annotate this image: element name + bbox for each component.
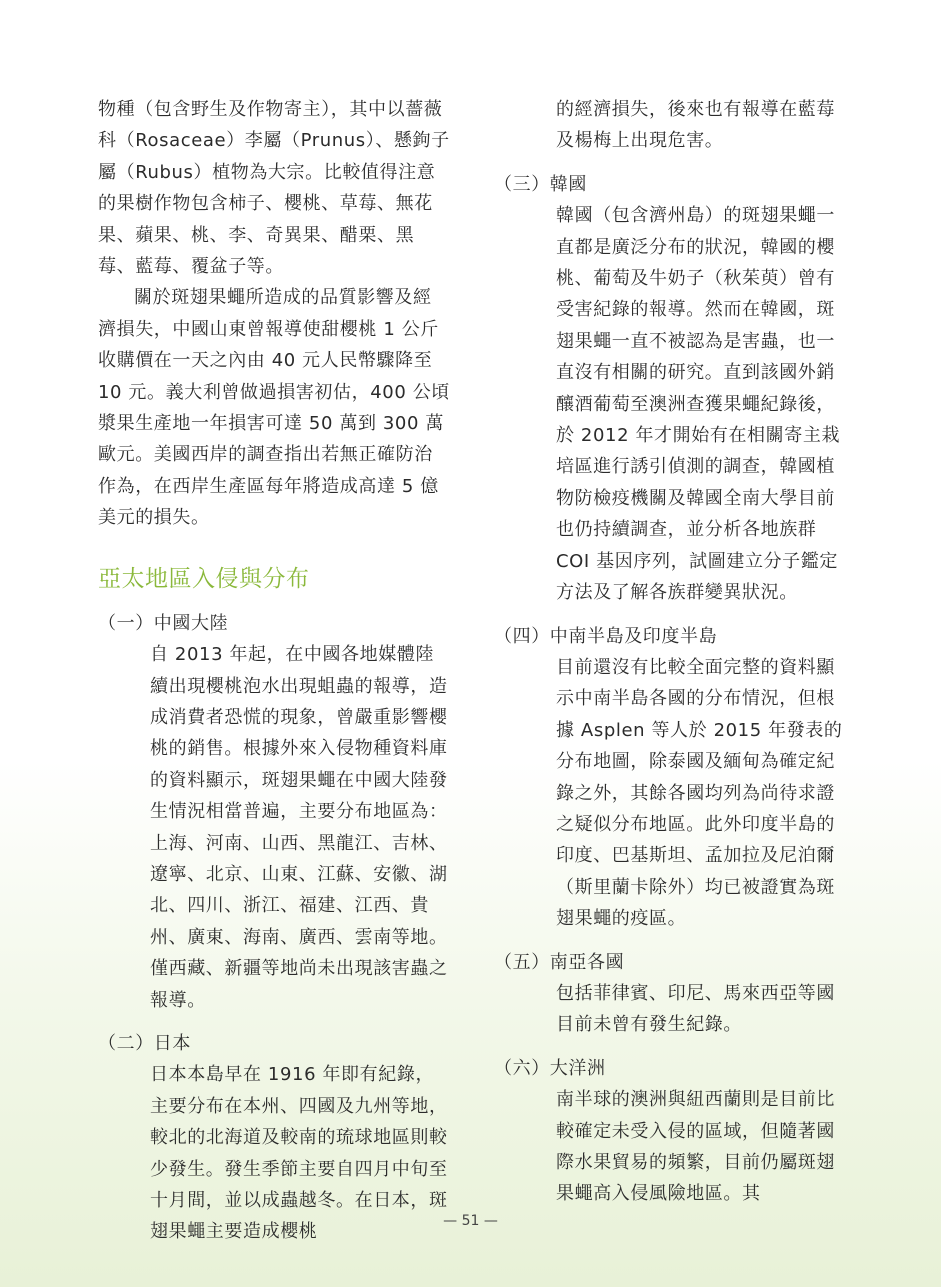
japan-heading: （二）日本 <box>98 1032 191 1054</box>
section-title: 亞太地區入侵與分布 <box>98 565 310 592</box>
economic-loss-paragraph: 關於斑翅果蠅所造成的品質影響及經濟損失，中國山東曾報導使甜櫻桃 1 公斤收購價在一天之內由 40 元人民幣驟降至 10 元。義大利曾做過損害初估，400 公頃漿果生產地一年損害可達 50 萬到 300 萬歐元。美國西岸的調查指出若無正確防治作為，在西岸生產區每年將造成高達 5 億美元的損失。 <box>98 287 450 529</box>
continuation-paragraph: 的經濟損失，後來也有報導在藍莓及楊梅上出現危害。 <box>556 99 835 152</box>
indochina-heading: （四）中南半島及印度半島 <box>494 625 718 647</box>
left-column <box>98 94 450 1248</box>
korea-paragraph: 韓國（包含濟州島）的斑翅果蠅一直都是廣泛分布的狀況，韓國的櫻桃、葡萄及牛奶子（秋茱萸）曾有受害紀錄的報導。然而在韓國，斑翅果蠅一直不被認為是害蟲，也一直沒有相關的研究。直到該國外銷釀酒葡萄至澳洲查獲果蠅紀錄後，於 2012 年才開始有在相關寄主栽培區進行誘引偵測的調查，韓國植物防檢疫機關及韓國全南大學目前也仍持續調查，並分析各地族群 COI 基因序列，試圖建立分子鑑定方法及了解各族群變異狀況。 <box>556 205 841 604</box>
china-paragraph: 自 2013 年起，在中國各地媒體陸續出現櫻桃泡水出現蛆蟲的報導，造成消費者恐慌的現象，曾嚴重影響櫻桃的銷售。根據外來入侵物種資料庫的資料顯示，斑翅果蠅在中國大陸發生情況相當普遍，主要分布地區為：上海、河南、山西、黑龍江、吉林、遼寧、北京、山東、江蘇、安徽、湖北、四川、浙江、福建、江西、貴州、廣東、海南、廣西、雲南等地。僅西藏、新疆等地尚未出現該害蟲之報導。 <box>150 644 448 1011</box>
korea-heading: （三）韓國 <box>494 173 587 195</box>
right-column <box>494 94 846 1210</box>
southasia-paragraph: 包括菲律賓、印尼、馬來西亞等國目前未曾有發生紀錄。 <box>556 982 835 1036</box>
oceania-paragraph: 南半球的澳洲與紐西蘭則是目前比較確定未受入侵的區域，但隨著國際水果貿易的頻繁，目前仍屬斑翅果蠅高入侵風險地區。其 <box>556 1089 835 1205</box>
intro-paragraph: 物種（包含野生及作物寄主），其中以薔薇科（Rosaceae）李屬（Prunus）、懸鉤子屬（Rubus）植物為大宗。比較值得注意的果樹作物包含柿子、櫻桃、草莓、無花果、蘋果、桃、李、奇異果、醋栗、黑莓、藍莓、覆盆子等。 <box>98 99 450 278</box>
oceania-heading: （六）大洋洲 <box>494 1057 606 1079</box>
indochina-paragraph: 目前還沒有比較全面完整的資料顯示中南半島各國的分布情況，但根據 Asplen 等人於 2015 年發表的分布地圖，除泰國及緬甸為確定紀錄之外，其餘各國均列為尚待求證之疑似分布地區。此外印度半島的印度、巴基斯坦、孟加拉及尼泊爾（斯里蘭卡除外）均已被證實為斑翅果蠅的疫區。 <box>556 656 843 930</box>
japan-paragraph: 日本本島早在 1916 年即有紀錄，主要分布在本州、四國及九州等地，較北的北海道及較南的琉球地區則較少發生。發生季節主要自四月中旬至十月間，並以成蟲越冬。在日本，斑翅果蠅主要造成櫻桃 <box>150 1064 448 1243</box>
page-number: — 51 — <box>443 1213 498 1229</box>
southasia-heading: （五）南亞各國 <box>494 951 625 973</box>
china-heading: （一）中國大陸 <box>98 612 229 634</box>
